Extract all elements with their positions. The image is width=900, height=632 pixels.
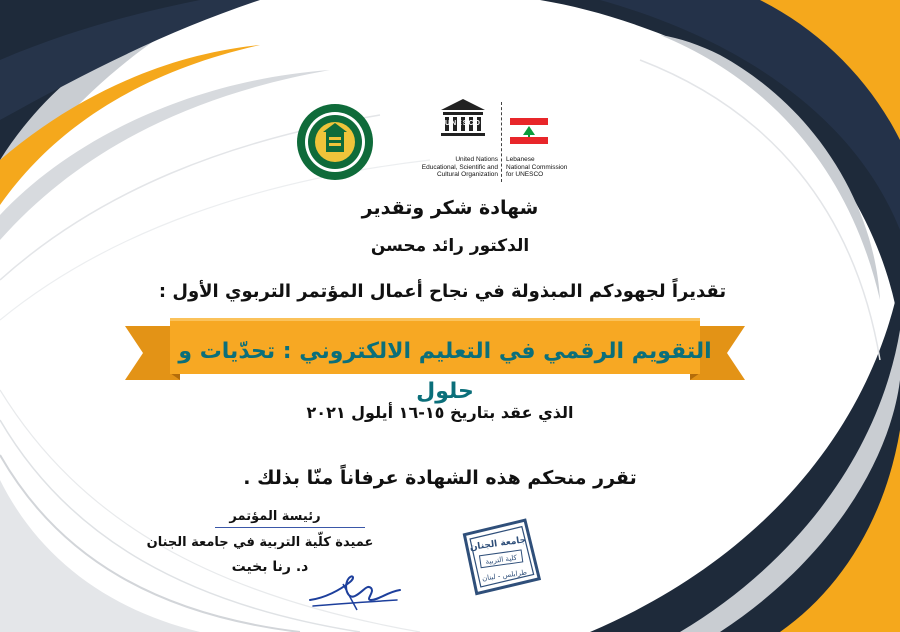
logo-divider [501,102,502,182]
conference-name: التقويم الرقمي في التعليم الالكتروني : تحدّيات و حلول [178,339,712,404]
commission-caption-line-1: Lebanese [506,156,535,163]
unesco-temple-icon [438,98,488,140]
signatory-underline [215,527,365,528]
recipient-name: الدكتور رائد محسن [370,236,530,256]
unesco-caption [410,156,498,179]
bottom-left-gray-swoosh [0,480,200,632]
signatory-title: عميدة كلّية التربية في جامعة الجنان [146,535,374,550]
jinan-university-emblem-icon [295,102,375,182]
unesco-caption-line-2: Educational, Scientific and [421,163,498,171]
signatory-role: رئيسة المؤتمر [229,509,321,524]
unesco-caption-line-3: Cultural Organization [436,171,498,178]
commission-caption-line-3: for UNESCO [506,171,544,178]
stamp-top-text: جامعة الجنان [469,535,527,554]
stamp-middle-text: كلية التربية [485,553,518,567]
official-stamp [458,518,543,598]
date-line: الذي عقد بتاريخ ١٥-١٦ أيلول ٢٠٢١ [306,403,574,422]
handwritten-signature [305,570,405,615]
logo-row [290,98,590,190]
appreciation-text: تقديراً لجهودكم المبذولة في نجاح أعمال المؤتمر التربوي الأول : [158,281,727,302]
closing-statement: تقرر منحكم هذه الشهادة عرفاناً منّا بذلك . [243,467,637,489]
certificate-title: شهادة شكر وتقدير [361,197,539,219]
unesco-caption-line-1: United Nations [455,156,498,163]
commission-caption-line-2: National Commission [506,163,568,171]
signatory-name: د. رنا بخيت [231,559,309,575]
lebanon-flag-icon [510,118,548,144]
unesco-word: UNESCO [445,120,481,127]
commission-caption [506,156,590,179]
stamp-bottom-text: طرابلس - لبنان [481,568,528,583]
